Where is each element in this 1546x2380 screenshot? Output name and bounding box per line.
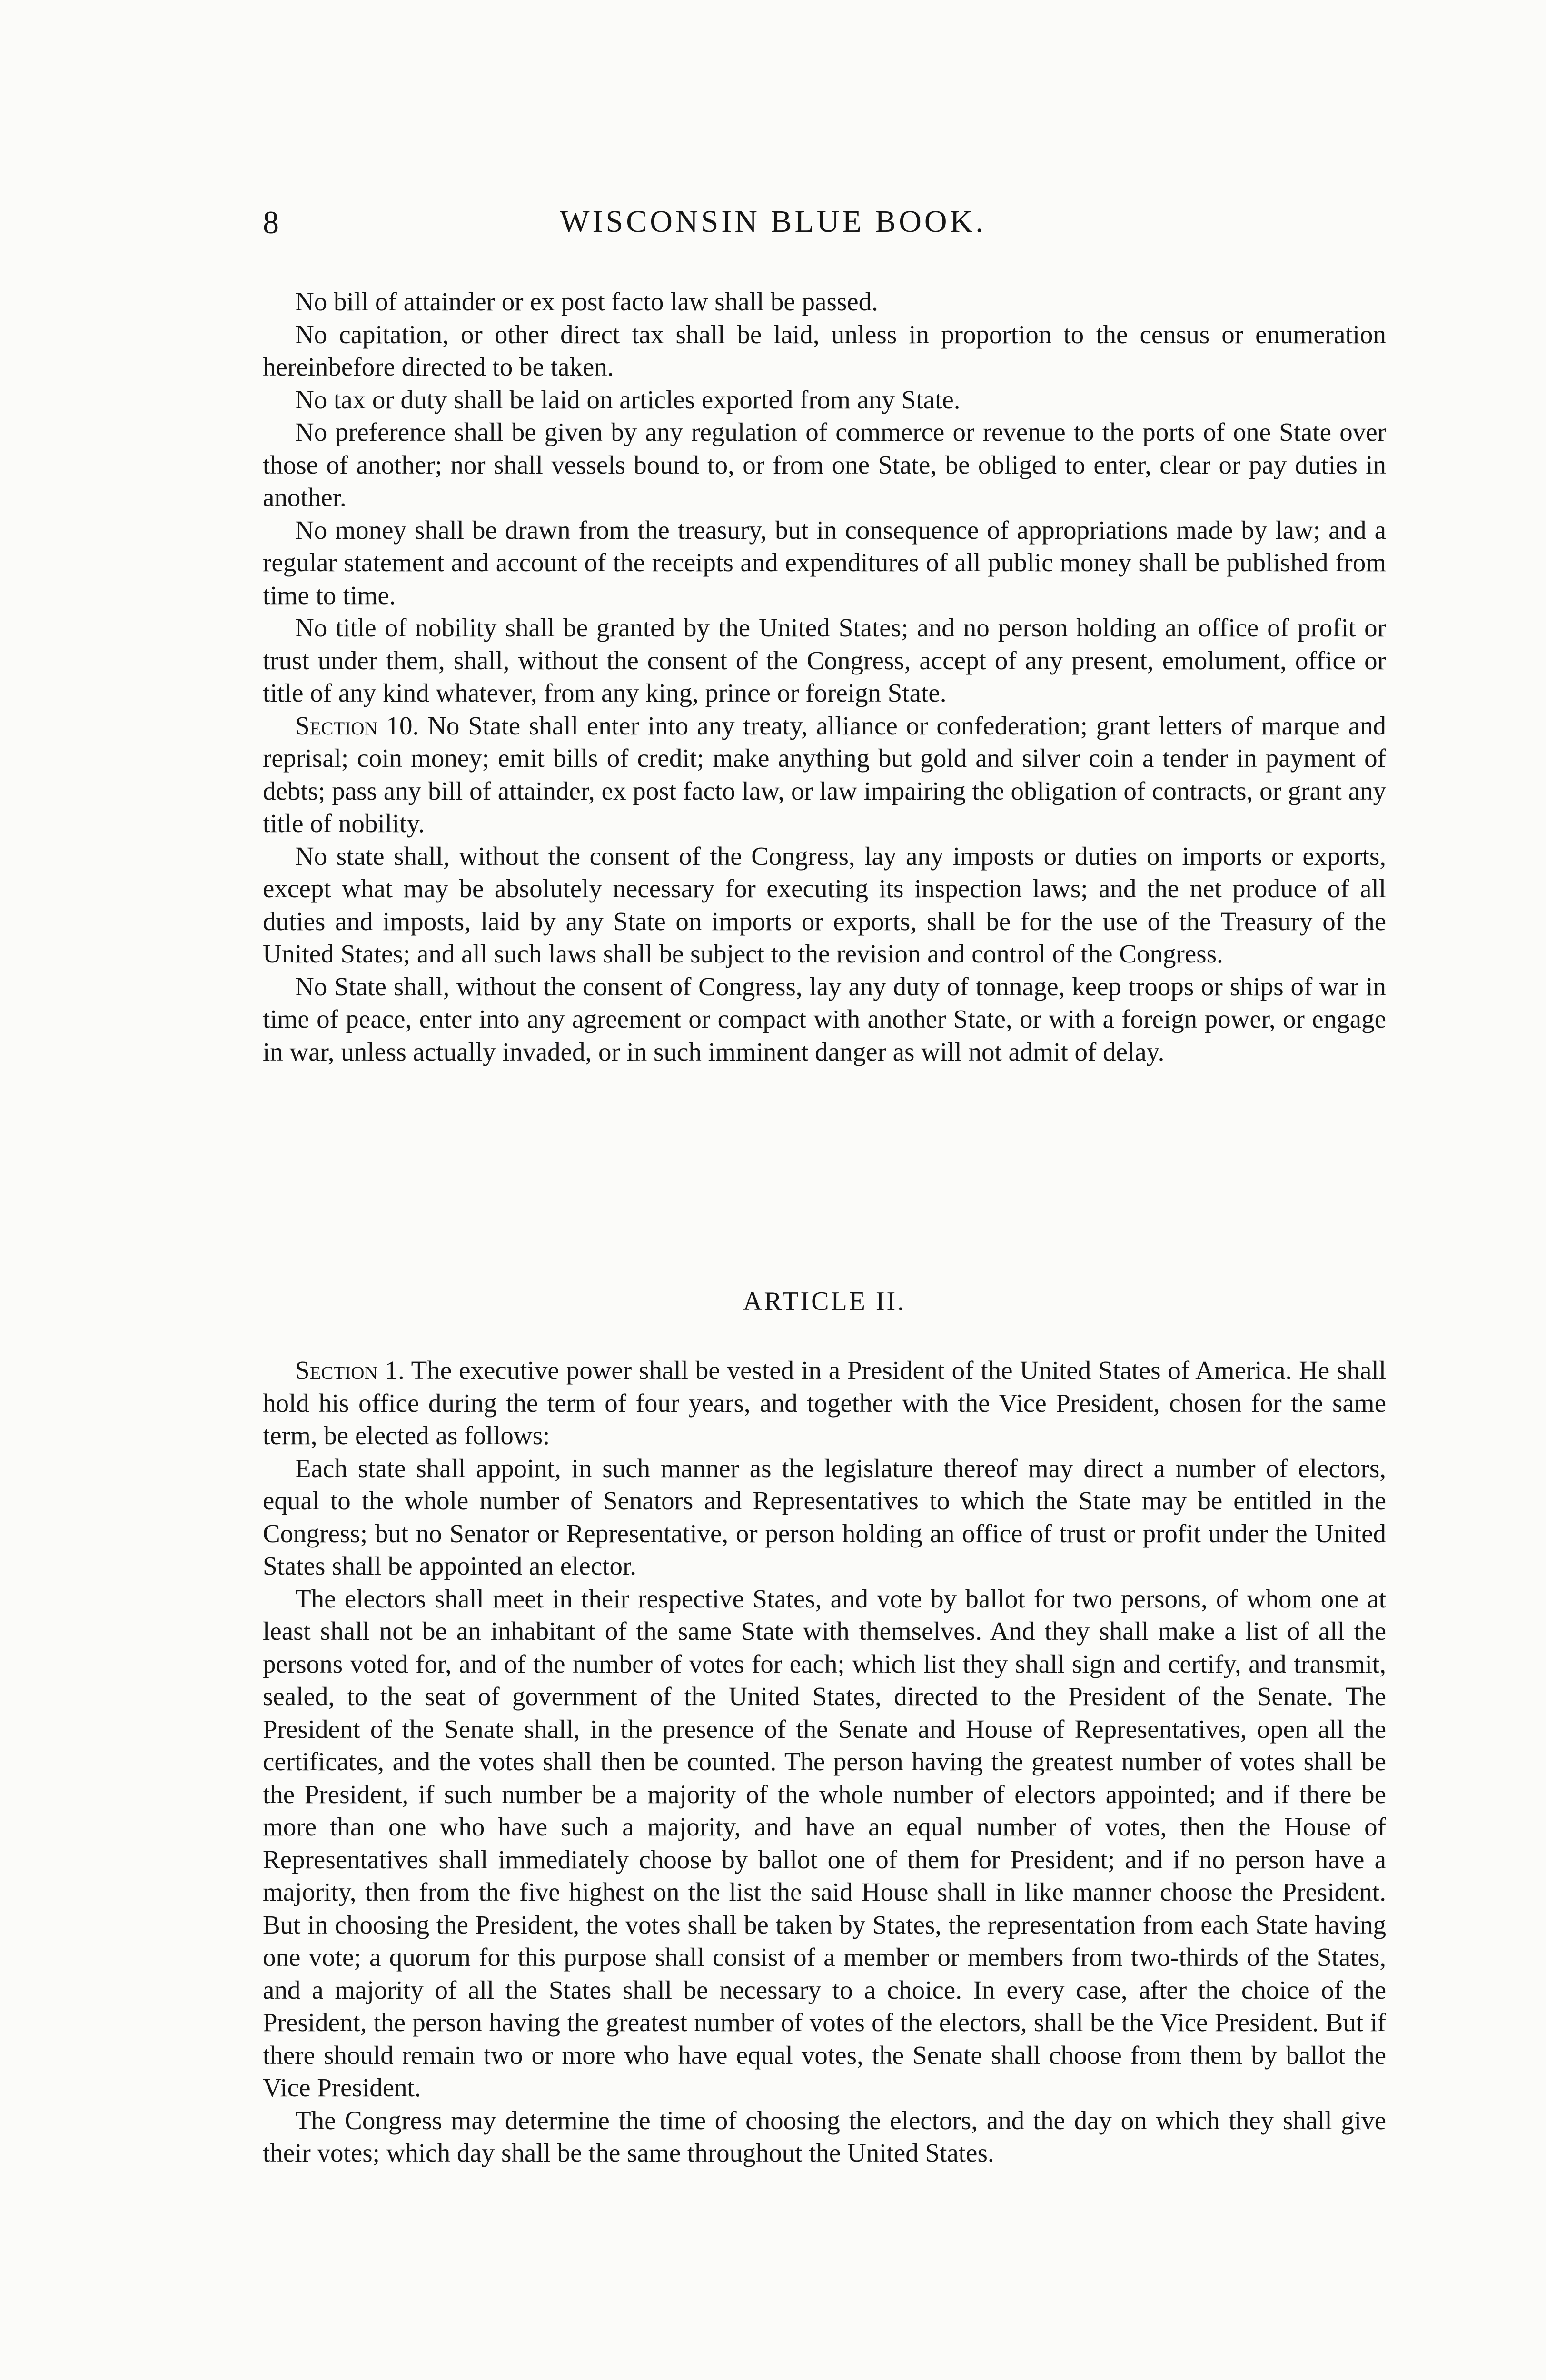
paragraph-export-tax: No tax or duty shall be laid on articles exported from any State.: [295, 385, 961, 414]
page-header: [0, 204, 1546, 247]
section-1-text: The executive power shall be vested in a President of the United States of America. He shall hold his office during the term of four years, and together with the Vice President, chosen for the same term, be elected as follows:: [263, 1356, 1386, 1450]
section-10-label: Section 10.: [295, 711, 419, 740]
paragraph-treasury: No money shall be drawn from the treasury, but in consequence of appropriations made by law; and a regular statement and account of the receipts and expenditures of all public money shall be published from time to time.: [263, 515, 1386, 610]
paragraph-election-day: The Congress may determine the time of choosing the electors, and the day on which they shall give their votes; which day shall be the same throughout the United States.: [263, 2105, 1386, 2167]
page-number: 8: [263, 204, 279, 240]
paragraph-electors-appointment: Each state shall appoint, in such manner as the legislature thereof may direct a number of electors, equal to the whole number of Senators and Representatives to which the State may be entitled in the Congress; but no Senator or Representative, or person holding an office of trust or profit under the United States shall be appointed an elector.: [263, 1453, 1386, 1580]
paragraph-nobility: No title of nobility shall be granted by the United States; and no person holding an office of profit or trust under them, shall, without the consent of the Congress, accept of any present, emolument, office or title of any kind whatever, from any king, prince or foreign State.: [263, 613, 1386, 707]
paragraph-imposts: No state shall, without the consent of the Congress, lay any imposts or duties on imports or exports, except what may be absolutely necessary for executing its inspection laws; and the net produce of all duties and imposts, laid by any State on imports or exports, shall be for the use of the Treasury of the United States; and all such laws shall be subject to the revision and control of the Congress.: [263, 841, 1386, 968]
running-head: WISCONSIN BLUE BOOK.: [560, 204, 986, 239]
paragraph-electors-voting: The electors shall meet in their respective States, and vote by ballot for two persons, of whom one at least shall not be an inhabitant of the same State with themselves. And they shall make a list of all the persons voted for, and of the number of votes for each; which list they shall sign and certify, and transmit, sealed, to the seat of government of the United States, directed to the President of the Senate. The President of the Senate shall, in the presence of the Senate and House of Representatives, open all the certificates, and the votes shall then be counted. The person having the greatest number of votes shall be the President, if such number be a majority of the whole number of electors appointed; and if there be more than one who have such a majority, and have an equal number of votes, then the House of Representatives shall immediately choose by ballot one of them for President; and if no person have a majority, then from the five highest on the list the said House shall in like manner choose the President. But in choosing the President, the votes shall be taken by States, the representation from each State having one vote; a quorum for this purpose shall consist of a member or members from two-thirds of the States, and a majority of all the States shall be necessary to a choice. In every case, after the choice of the President, the person having the greatest number of votes of the electors, shall be the Vice President. But if there should remain two or more who have equal votes, the Senate shall choose from them by ballot the Vice President.: [263, 1584, 1386, 2102]
paragraph-article-2-section-1: [263, 1354, 1386, 1452]
body-text-article-2: [263, 1354, 1386, 2170]
paragraph-preference: No preference shall be given by any regulation of commerce or revenue to the ports of one State over those of another; nor shall vessels bound to, or from one State, be obliged to enter, clear or pay duties in another.: [263, 417, 1386, 512]
paragraph-tonnage: No State shall, without the consent of Congress, lay any duty of tonnage, keep troops or ships of war in time of peace, enter into any agreement or compact with another State, or with a foreign power, or engage in war, unless actually invaded, or in such imminent danger as will not admit of delay.: [263, 972, 1386, 1066]
paragraph-attainder: No bill of attainder or ex post facto law shall be passed.: [295, 287, 878, 316]
body-text-upper: [263, 286, 1386, 1068]
paragraph-capitation: No capitation, or other direct tax shall be laid, unless in proportion to the census or enumeration hereinbefore directed to be taken.: [263, 319, 1386, 381]
article-heading-block: [263, 1285, 1386, 1318]
paragraph-section-10: [263, 710, 1386, 840]
section-10-text: No State shall enter into any treaty, alliance or confederation; grant letters of marque and reprisal; coin money; emit bills of credit; make anything but gold and silver coin a tender in payment of debts; pass any bill of attainder, ex post facto law, or law impairing the obligation of contracts, or grant any title of nobility.: [263, 711, 1386, 838]
section-1-label: Section 1.: [295, 1356, 405, 1385]
article-2-heading: ARTICLE II.: [743, 1287, 906, 1316]
